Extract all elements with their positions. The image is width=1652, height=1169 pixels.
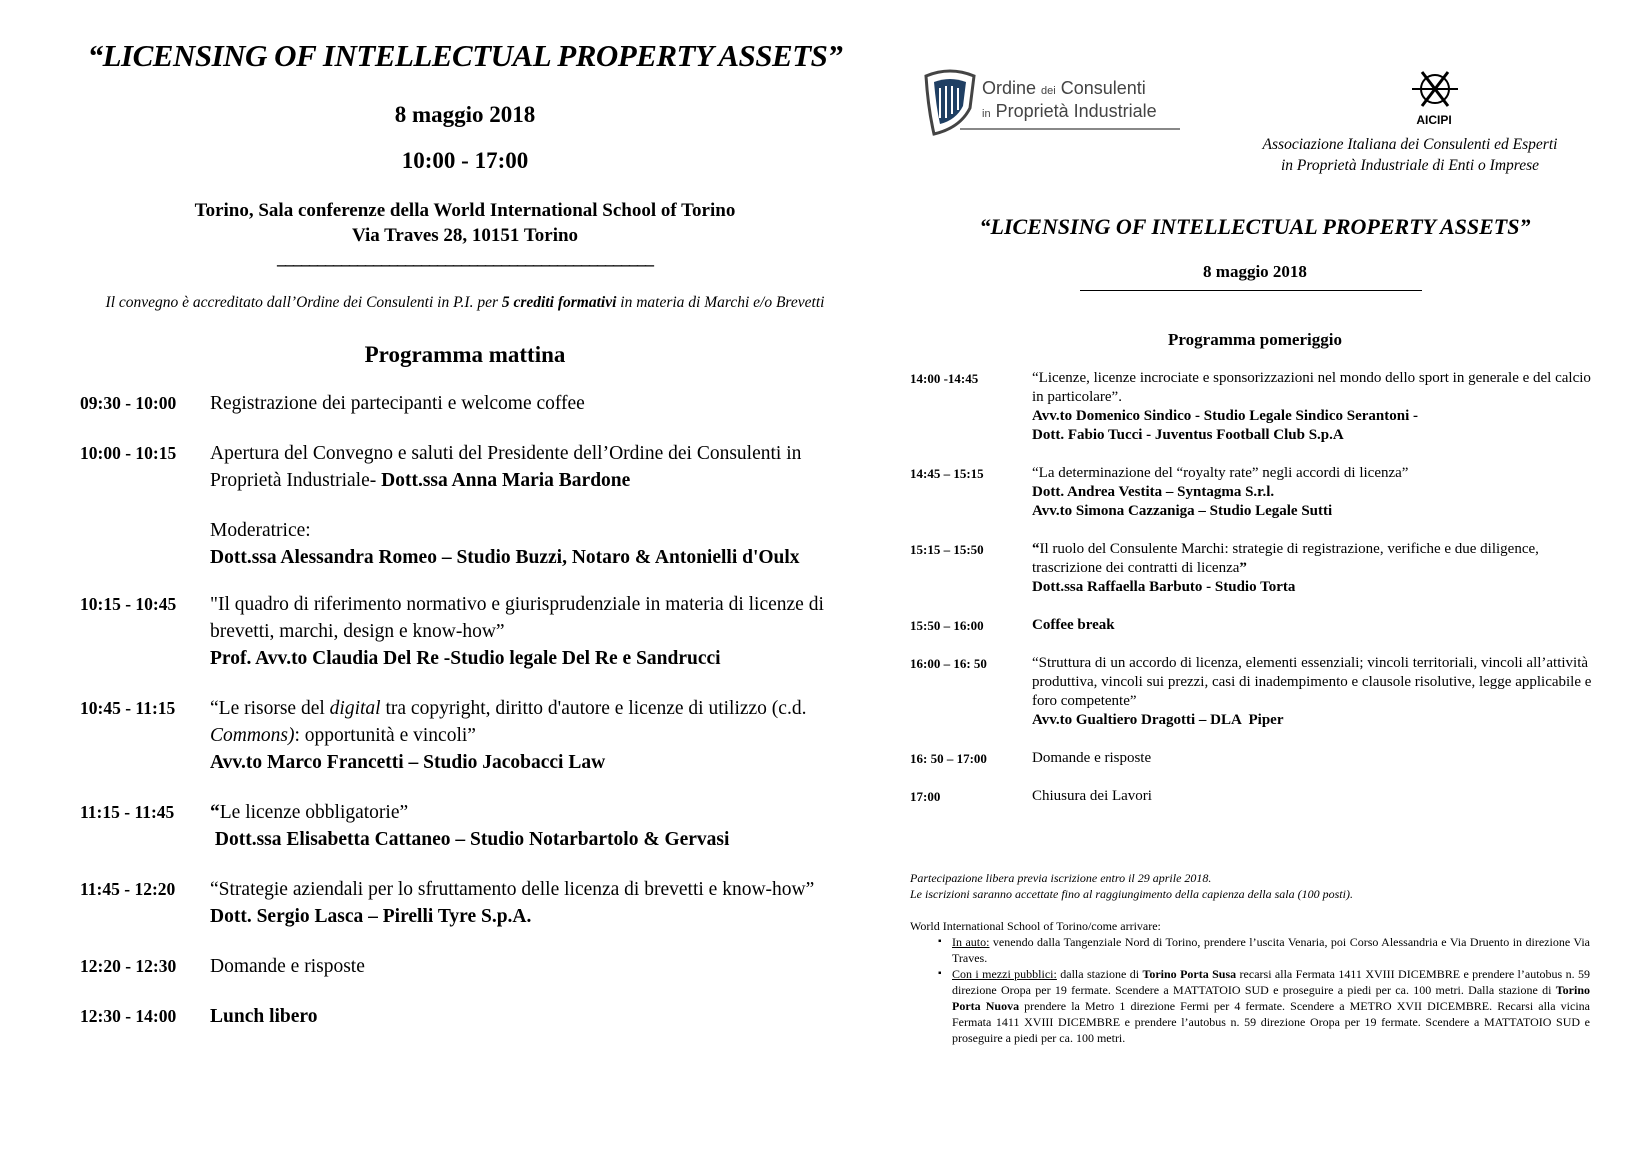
ordine-logo-text: Ordine dei Consulenti in Proprietà Industriale bbox=[982, 78, 1157, 121]
row-time: 10:45 - 11:15 bbox=[80, 698, 176, 718]
row-desc: “Licenze, licenze incrociate e sponsorizzazioni nel mondo dello sport in generale e del calcio in particolare”. Avv.to Domenico Sindico - Studio Legale Sindico Serantoni - Dott. Fabio Tucci - Juventus Football Club S.p.A bbox=[1032, 370, 1591, 443]
row-time: 14:00 -14:45 bbox=[910, 371, 979, 386]
row-time: 12:30 - 14:00 bbox=[80, 1006, 177, 1026]
row-speaker: Prof. Avv.to Claudia Del Re -Studio legale Del Re e Sandrucci bbox=[210, 648, 721, 669]
row-desc bbox=[210, 799, 850, 853]
accr-bold: 5 crediti formativi bbox=[501, 294, 617, 311]
accr-pre: Il convegno è accreditato dall’Ordine dei Consulenti in P.I. per bbox=[105, 294, 502, 311]
ordine-consulenti-logo bbox=[920, 68, 1190, 138]
registration-notes: Partecipazione libera previa iscrizione entro il 29 aprile 2018. Le iscrizioni saranno accettate fino al raggiungimento della capienza della sala (100 posti). bbox=[910, 871, 1353, 901]
schedule-row bbox=[80, 591, 850, 672]
row-desc bbox=[210, 695, 850, 776]
accr-post: in materia di Marchi e/o Brevetti bbox=[616, 294, 825, 311]
schedule-row bbox=[80, 517, 850, 571]
row-time: 15:50 – 16:00 bbox=[910, 618, 984, 633]
directions-public-transport: ▪ Con i mezzi pubblici: dalla stazione di Torino Porta Susa recarsi alla Fermata 1411 XVIII DICEMBRE e prendere l’autobus n. 59 direzione Oropa per 19 fermate. Scendere a MATTATOIO SUD e proseguire a piedi per ca. 100 metri. Dalla stazione di Torino Porta Nuova prendere la Metro 1 direzione Fermi per 4 fermate. Scendere a METRO XVII DICEMBRE. Recarsi alla vicina Fermata 1411 XVIII DICEMBRE e prendere l’autobus n. 59 direzione Oropa per 19 fermate. Scendere a MATTATOIO SUD e proseguire a piedi per ca. 100 metri. bbox=[940, 966, 1590, 1046]
row-desc: Domande e risposte bbox=[1032, 750, 1152, 766]
row-time: 17:00 bbox=[910, 789, 941, 804]
row-time: 10:15 - 10:45 bbox=[80, 594, 177, 614]
row-desc: Domande e risposte bbox=[210, 956, 365, 977]
row-text: “Strategie aziendali per lo sfruttamento delle licenza di brevetti e know-how” bbox=[210, 879, 815, 900]
schedule-row bbox=[910, 464, 1600, 521]
row-time: 15:15 – 15:50 bbox=[910, 542, 984, 557]
row-time: 11:15 - 11:45 bbox=[80, 802, 175, 822]
row-time: 16:00 – 16: 50 bbox=[910, 656, 987, 671]
schedule-row bbox=[80, 695, 850, 776]
association-name: Associazione Italiana dei Consulenti ed Esperti in Proprietà Industriale di Enti o Imprese bbox=[1262, 136, 1558, 174]
row-desc: Chiusura dei Lavori bbox=[1032, 788, 1152, 804]
row-text: Apertura del Convegno e saluti del Presidente dell’Ordine dei Consulenti in Proprietà Industriale- bbox=[210, 443, 802, 491]
directions-title: World International School of Torino/come arrivare: bbox=[910, 919, 1161, 933]
row-desc bbox=[210, 440, 850, 494]
row-desc: “Il ruolo del Consulente Marchi: strategie di registrazione, verifiche e due diligence, trascrizione dei contratti di licenza” Dott.ssa Raffaella Barbuto - Studio Torta bbox=[1032, 541, 1539, 595]
row-time: 10:00 - 10:15 bbox=[80, 443, 177, 463]
left-title: “LICENSING OF INTELLECTUAL PROPERTY ASSETS” bbox=[87, 38, 843, 73]
left-page bbox=[80, 30, 850, 1030]
left-date: 8 maggio 2018 bbox=[394, 102, 536, 127]
moderator-label: Moderatrice: bbox=[210, 520, 311, 541]
right-title: “LICENSING OF INTELLECTUAL PROPERTY ASSETS” bbox=[979, 214, 1531, 239]
schedule-row bbox=[80, 390, 850, 417]
row-desc: Coffee break bbox=[1032, 617, 1115, 633]
left-rule: _______________________________________________ bbox=[277, 248, 653, 268]
program-morning-title: Programma mattina bbox=[364, 342, 566, 367]
schedule-row bbox=[910, 787, 1600, 806]
venue-line-1: Torino, Sala conferenze della World International School of Torino bbox=[194, 200, 736, 221]
row-time: 14:45 – 15:15 bbox=[910, 466, 984, 481]
row-speaker: Lunch libero bbox=[210, 1006, 318, 1027]
afternoon-schedule bbox=[910, 369, 1600, 806]
row-time: 11:45 - 12:20 bbox=[80, 879, 176, 899]
schedule-row bbox=[80, 1003, 850, 1030]
row-time: 16: 50 – 17:00 bbox=[910, 751, 987, 766]
schedule-row bbox=[80, 876, 850, 930]
row-text: "Il quadro di riferimento normativo e giurisprudenziale in materia di licenze di brevetti, marchi, design e know-how” bbox=[210, 594, 824, 642]
row-speaker: Avv.to Marco Francetti – Studio Jacobacci Law bbox=[210, 752, 606, 773]
schedule-row bbox=[80, 799, 850, 853]
row-speaker: Dott. Sergio Lasca – Pirelli Tyre S.p.A. bbox=[210, 906, 532, 927]
left-venue bbox=[80, 198, 850, 248]
row-desc: Registrazione dei partecipanti e welcome coffee bbox=[210, 393, 585, 414]
venue-line-2: Via Traves 28, 10151 Torino bbox=[351, 225, 579, 246]
left-time: 10:00 - 17:00 bbox=[401, 148, 529, 173]
morning-schedule bbox=[80, 390, 850, 1030]
row-desc: “Struttura di un accordo di licenza, elementi essenziali; vincoli territoriali, vincoli all’attività produttiva, vincoli sui prezzi, casi di inadempimento e clausole risolutive, legge applicabile e foro competente” Avv.to Gualtiero Dragotti – DLA Piper bbox=[1032, 655, 1592, 728]
schedule-row bbox=[910, 749, 1600, 768]
right-date: 8 maggio 2018 bbox=[1203, 262, 1307, 281]
schedule-row bbox=[80, 440, 850, 494]
row-speaker: Dott.ssa Elisabetta Cattaneo – Studio Notarbartolo & Gervasi bbox=[210, 829, 730, 850]
row-desc bbox=[210, 517, 850, 571]
row-desc: “La determinazione del “royalty rate” negli accordi di licenza” Dott. Andrea Vestita – Syntagma S.r.l. Avv.to Simona Cazzaniga – Studio Legale Sutti bbox=[1032, 465, 1409, 519]
row-desc bbox=[210, 1003, 850, 1030]
aicipi-emblem-icon bbox=[1404, 66, 1464, 112]
schedule-row bbox=[910, 654, 1600, 730]
program-afternoon-title: Programma pomeriggio bbox=[1168, 330, 1342, 349]
schedule-row bbox=[910, 369, 1600, 445]
directions bbox=[910, 918, 1590, 1046]
moderator-name: Dott.ssa Alessandra Romeo – Studio Buzzi, Notaro & Antonielli d'Oulx bbox=[210, 547, 800, 568]
aicipi-logo bbox=[1404, 66, 1464, 126]
schedule-row bbox=[910, 616, 1600, 635]
row-text: “Le licenze obbligatorie” bbox=[210, 802, 409, 823]
row-text: “Le risorse del digital tra copyright, diritto d'autore e licenze di utilizzo (c.d. Commons): opportunità e vincoli” bbox=[210, 698, 807, 746]
row-speaker: Dott.ssa Anna Maria Bardone bbox=[381, 470, 631, 491]
schedule-row bbox=[80, 953, 850, 980]
row-time: 09:30 - 10:00 bbox=[80, 393, 177, 413]
directions-car: ▪ In auto: venendo dalla Tangenziale Nord di Torino, prendere l’uscita Venaria, poi Corso Alessandria e Via Druento in direzione Via Traves. bbox=[940, 934, 1590, 966]
row-desc bbox=[210, 876, 850, 930]
right-rule bbox=[1080, 290, 1422, 291]
accreditation-note bbox=[80, 294, 850, 312]
aicipi-logo-text: AICIPI bbox=[1416, 113, 1452, 127]
schedule-row bbox=[910, 540, 1600, 597]
row-time: 12:20 - 12:30 bbox=[80, 956, 177, 976]
row-desc bbox=[210, 591, 850, 672]
